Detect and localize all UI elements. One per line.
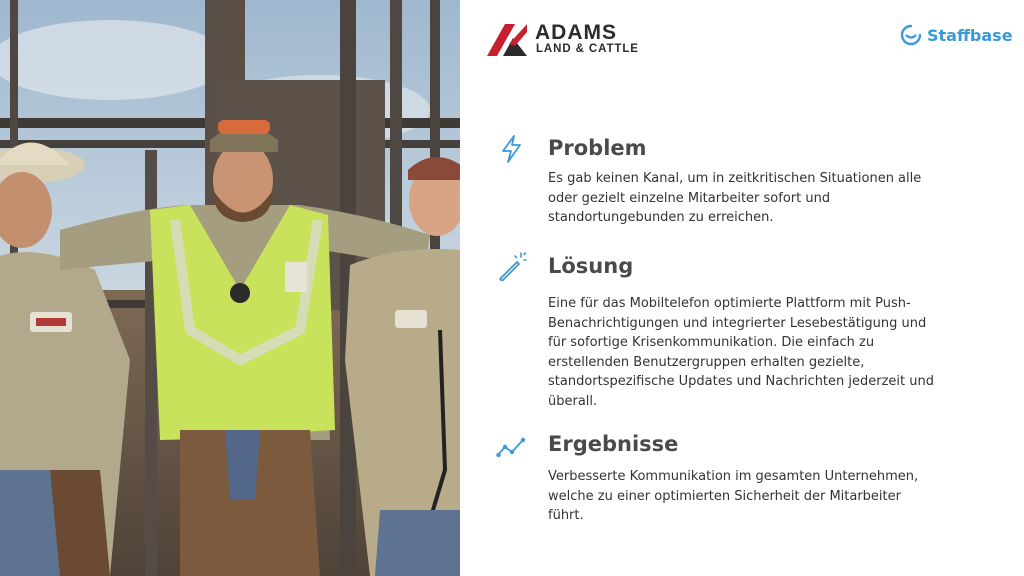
brand-name: ADAMS xyxy=(535,21,617,44)
staffbase-logo xyxy=(900,22,1013,48)
staffbase-name: Staffbase xyxy=(927,25,1013,45)
adams-mark-icon xyxy=(487,24,527,56)
section-title-loesung xyxy=(548,253,633,279)
staffbase-logo-icon xyxy=(900,24,922,46)
line-chart-icon xyxy=(496,433,526,463)
brand-subtitle: LAND & CATTLE xyxy=(536,43,639,55)
section-title-text: Problem xyxy=(548,136,647,160)
lightning-icon xyxy=(497,134,527,164)
section-body-loesung: Eine für das Mobiltelefon optimierte Plattform mit Push-Benachrichtigungen und integrierter Lesebestätigung und für sofortige Krisenkommunikation. Die einfach zu erstellenden Benutzergruppen erhalten gezielte, standortspezifische Updates und Nachrichten jederzeit und überall. xyxy=(548,296,934,409)
section-body-ergebnisse: Verbesserte Kommunikation im gesamten Unternehmen, welche zu einer optimierten Sicherheit der Mitarbeiter führt. xyxy=(548,469,919,523)
magic-wand-icon xyxy=(497,251,527,281)
section-title-text: Ergebnisse xyxy=(548,432,679,456)
section-title-ergebnisse xyxy=(548,431,678,457)
section-body-problem: Es gab keinen Kanal, um in zeitkritischen Situationen alle oder gezielt einzelne Mitarbeiter sofort und standortungebunden zu erreichen. xyxy=(548,171,922,225)
adams-land-cattle-logo xyxy=(487,22,657,58)
workers-photo xyxy=(0,0,460,576)
section-title-problem xyxy=(548,135,647,161)
section-title-text: Lösung xyxy=(548,254,634,278)
